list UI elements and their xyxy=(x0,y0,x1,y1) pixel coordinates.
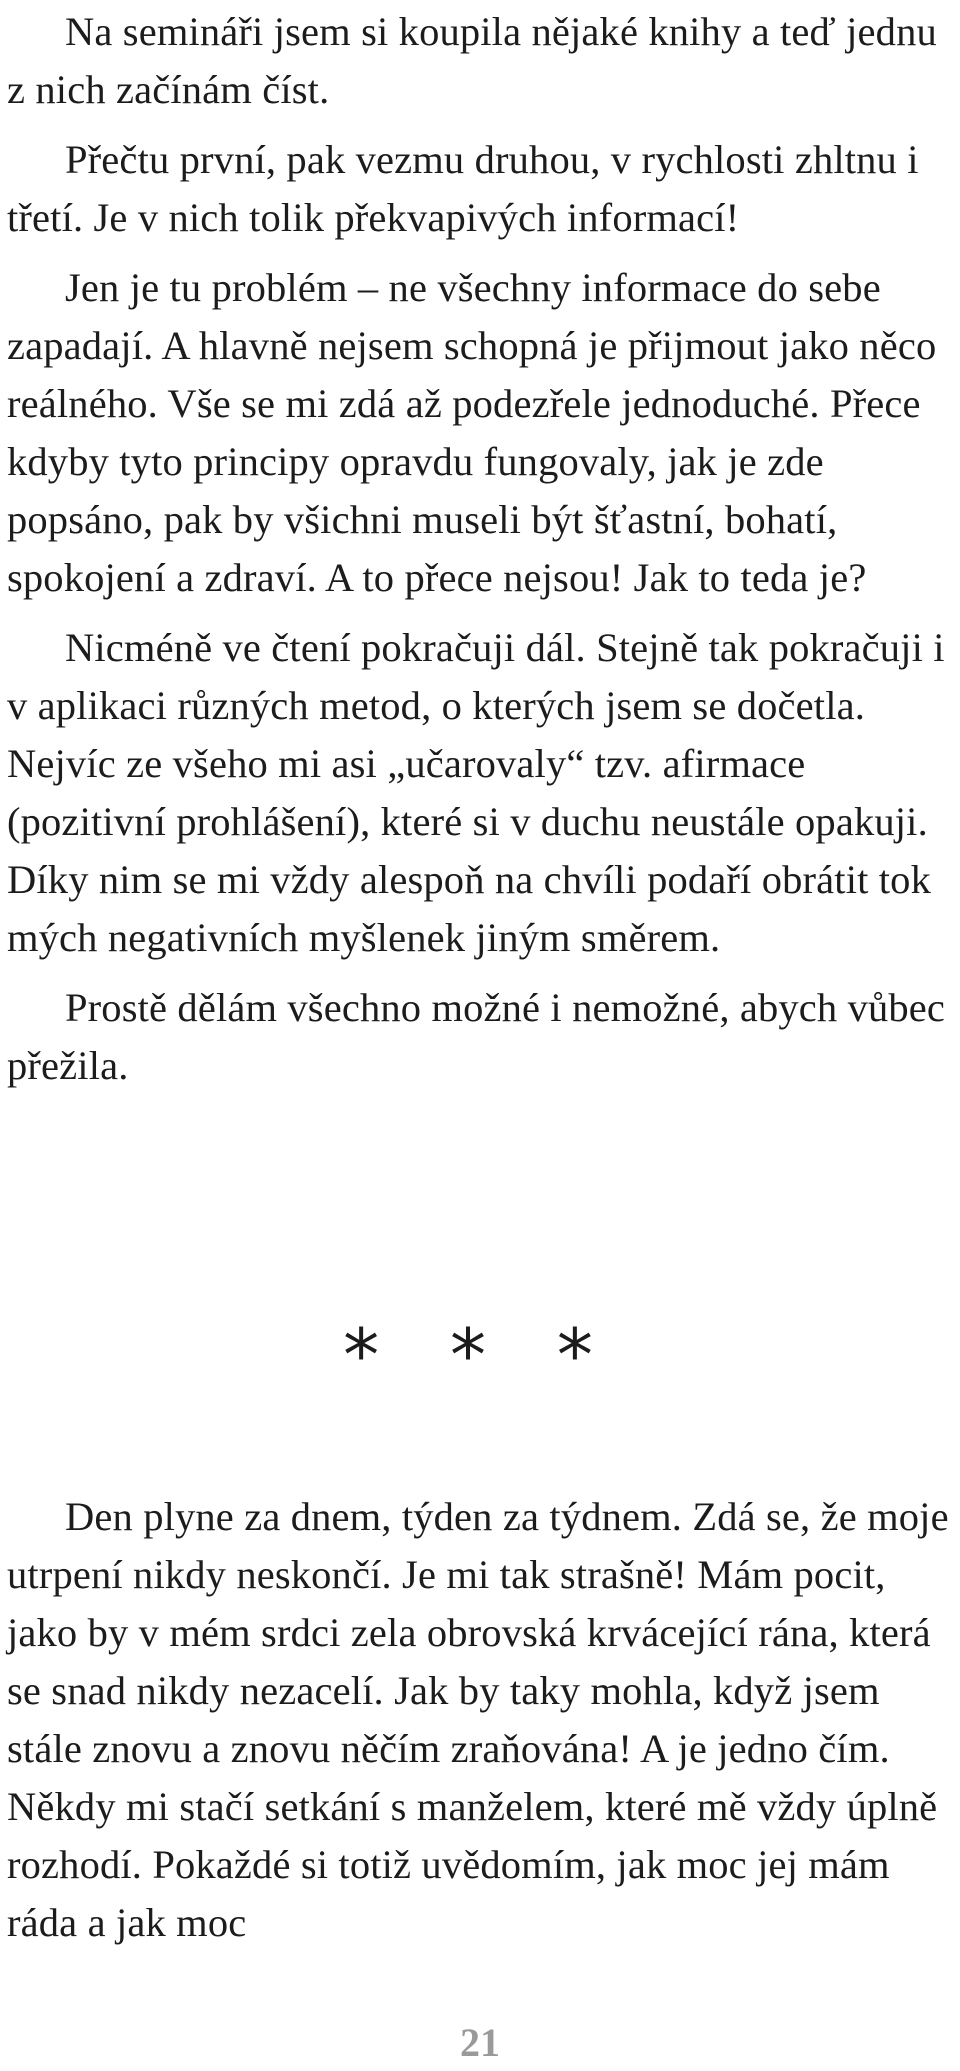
book-page xyxy=(7,0,953,2071)
paragraph: Přečtu první, pak vezmu druhou, v rychlosti zhltnu i třetí. Je v nich tolik překvapivých informací! xyxy=(7,137,919,240)
text-section-after-break xyxy=(7,1488,953,1952)
section-separator: * * * xyxy=(343,1313,617,1397)
text-section-before-break xyxy=(7,3,953,1095)
paragraph: Nicméně ve čtení pokračuji dál. Stejně tak pokračuji i v aplikaci různých metod, o kterých jsem se dočetla. Nejvíc ze všeho mi asi „učarovaly“ tzv. afirmace (pozitivní prohlášení), které si v duchu neustále opakuji. Díky nim se mi vždy alespoň na chvíli podaří obrátit tok mých negativních myšlenek jiným směrem. xyxy=(7,625,945,960)
paragraph: Den plyne za dnem, týden za týdnem. Zdá se, že moje utrpení nikdy neskončí. Je mi tak strašně! Mám pocit, jako by v mém srdci zela obrovská krvácející rána, která se snad nikdy nezacelí. Jak by taky mohla, když jsem stále znovu a znovu něčím zraňována! A je jedno čím. Někdy mi stačí setkání s manželem, které mě vždy úplně rozhodí. Pokaždé si totiž uvědomím, jak moc jej mám ráda a jak moc xyxy=(7,1494,949,1945)
paragraph: Prostě dělám všechno možné i nemožné, abych vůbec přežila. xyxy=(7,985,946,1088)
page-number: 21 xyxy=(460,2020,500,2065)
paragraph: Na semináři jsem si koupila nějaké knihy a teď jednu z nich začínám číst. xyxy=(7,9,937,112)
paragraph: Jen je tu problém – ne všechny informace do sebe zapadají. A hlavně nejsem schopná je přijmout jako něco reálného. Vše se mi zdá až podezřele jednoduché. Přece kdyby tyto principy opravdu fungovaly, jak je zde popsáno, pak by všichni museli být šťastní, bohatí, spokojení a zdraví. A to přece nejsou! Jak to teda je? xyxy=(7,265,937,600)
